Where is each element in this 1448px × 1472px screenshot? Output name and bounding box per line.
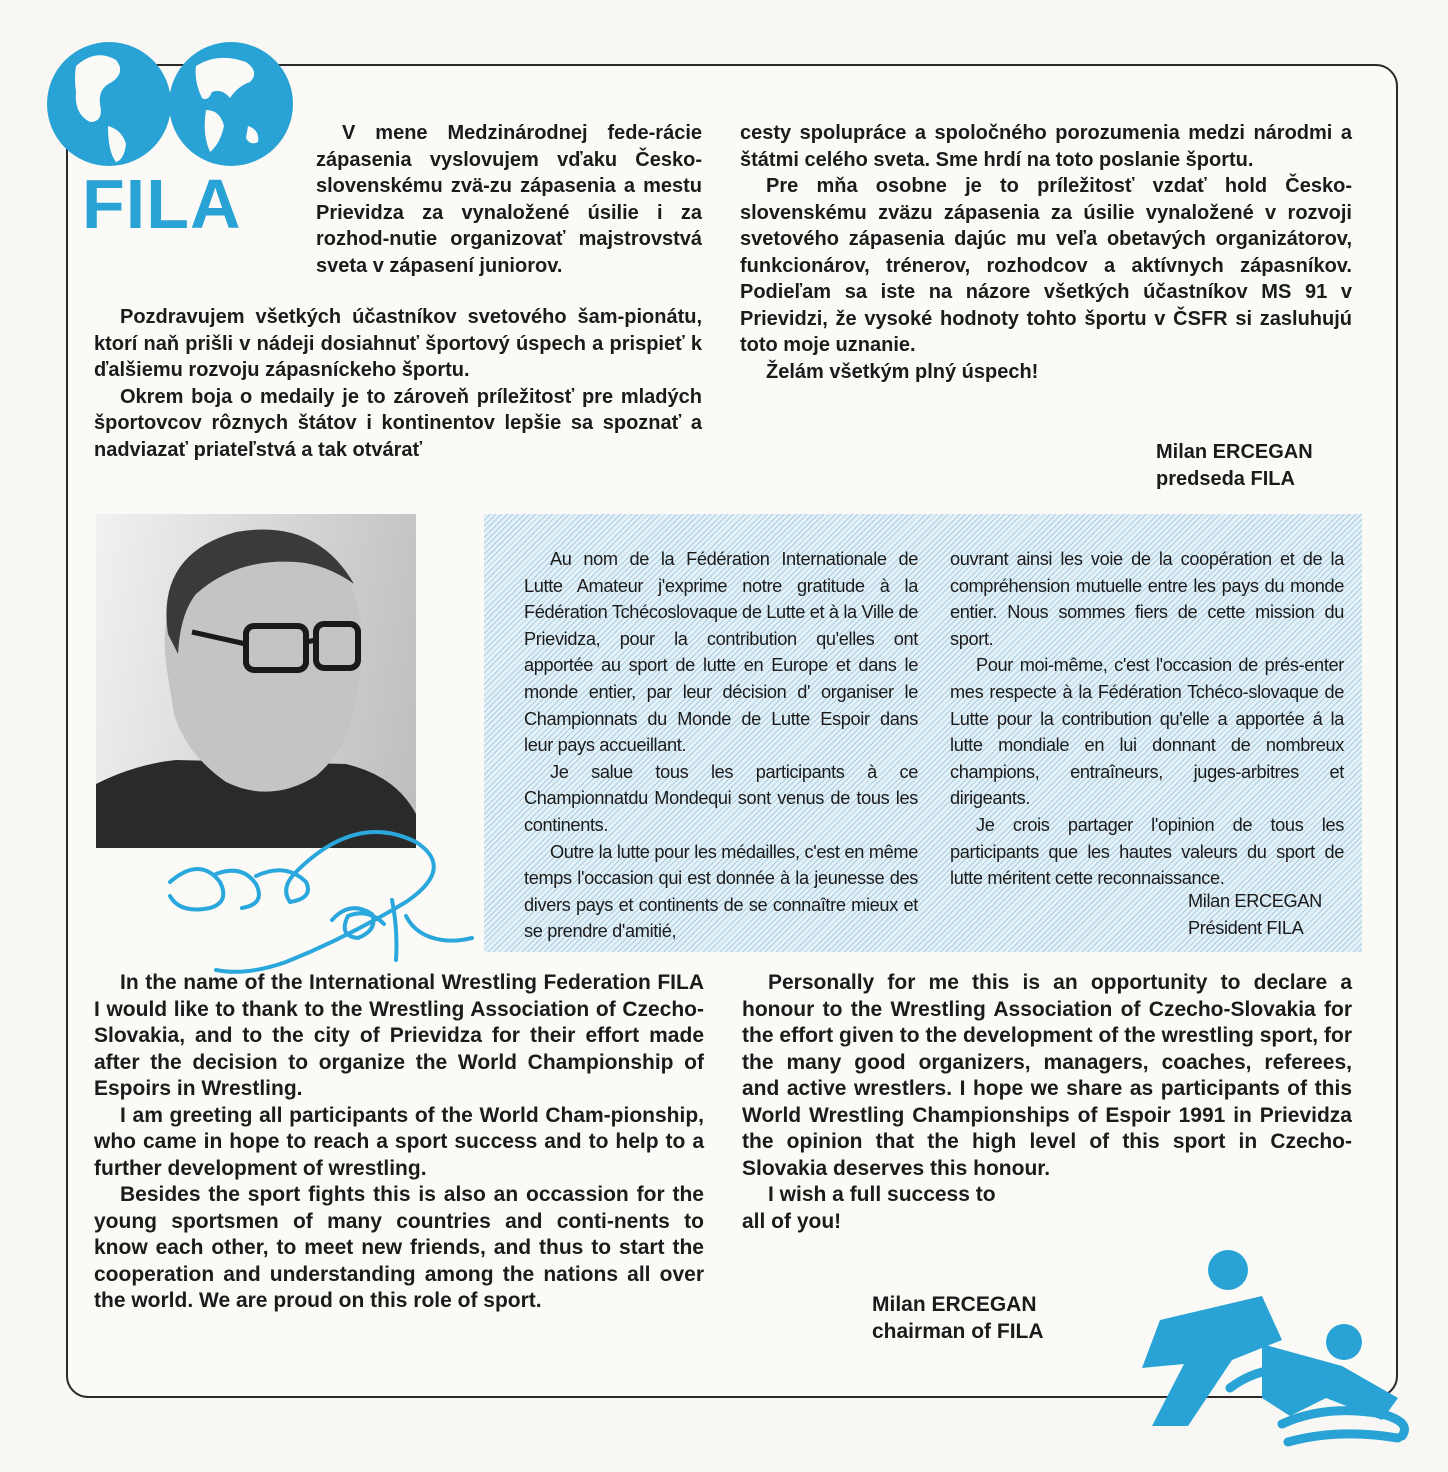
french-para-1: Au nom de la Fédération Internationale de Lutte Amateur j'exprime notre gratitude à la Fédération Tchécoslovaque de Lutte et à la Ville de Prievidza, pour la contribution qu'elles ont apportée au sport de lutte en Europe et dans le monde entier, par leur décision d' organiser le Championnats du Monde de Lutte Espoir dans leur pays accueillant. bbox=[524, 549, 919, 756]
slovak-sig-name: Milan ERCEGAN bbox=[1156, 441, 1313, 463]
english-col1 bbox=[94, 970, 704, 1315]
french-para-4: ouvrant ainsi les voie de la coopération et de la compréhension mutuelle entre les pays du monde entier. Nous sommes fiers de cette mission du sport. bbox=[950, 549, 1344, 649]
french-sig-name: Milan ERCEGAN bbox=[1188, 891, 1322, 911]
slovak-para-5: Pre mňa osobne je to príležitosť vzdať hold Česko-slovenskému zväzu zápasenia za úsilie vynaložené v rozvoji svetového zápasenia dajúc mu veľa obetavých organizátorov, funkcionárov, trénerov, rozhodcov a aktívnych zápasníkov. Podieľam sa iste na názore všetkých účastníkov MS 91 v Prievidzi, že vysoké hodnoty tohto športu v ČSFR si zasluhujú toto moje uznanie. bbox=[740, 175, 1352, 356]
slovak-col2 bbox=[740, 120, 1352, 385]
french-col2 bbox=[950, 546, 1344, 892]
fila-logo-text: FILA bbox=[82, 165, 242, 236]
globe-icon bbox=[47, 42, 293, 166]
english-wish-line2: all of you! bbox=[742, 1209, 842, 1233]
slovak-para-1: V mene Medzinárodnej fede-rácie zápasenia vyslovujem vďaku Česko-slovenskému zvä-zu zápasenia a mestu Prievidza za vynaložené úsilie i za rozhod-nutie organizovať majstrovstvá sveta v zápasení juniorov. bbox=[316, 122, 702, 277]
slovak-col1-top bbox=[316, 120, 702, 279]
slovak-sig-title: predseda FILA bbox=[1156, 467, 1295, 490]
slovak-para-3: Okrem boja o medaily je to zároveň príležitosť pre mladých športovcov rôznych štátov i kontinentov lepšie sa spoznať a nadviazať priateľstvá a tak otvárať bbox=[94, 385, 702, 461]
english-sig-name: Milan ERCEGAN bbox=[872, 1293, 1037, 1316]
english-para-3: Besides the sport fights this is also an occassion for the young sportsmen of many countries and conti-nents to know each other, to meet new friends, and thus to start the cooperation and understanding among the nations all over the world. We are proud on this role of sport. bbox=[94, 1183, 704, 1312]
slovak-col1-bottom bbox=[94, 304, 702, 463]
french-signature bbox=[1188, 888, 1358, 941]
french-sig-title: Président FILA bbox=[1188, 917, 1304, 938]
english-wish-line1: I wish a full success to bbox=[768, 1183, 996, 1206]
english-signature bbox=[872, 1292, 1112, 1345]
english-col2 bbox=[742, 970, 1352, 1235]
portrait-figure bbox=[96, 514, 416, 848]
slovak-signature bbox=[1156, 439, 1356, 492]
slovak-para-4: cesty spolupráce a spoločného porozumenia medzi národmi a štátmi celého sveta. Sme hrdí na toto poslanie športu. bbox=[740, 122, 1352, 171]
english-para-1: In the name of the International Wrestling Federation FILA I would like to thank to the Wrestling Association of Czecho-Slovakia, and to the city of Prievidza for their effort made after the decision to organize the World Championship of Espoirs in Wrestling. bbox=[94, 971, 704, 1100]
french-para-6: Je crois partager l'opinion de tous les participants que les hautes valeurs du sport de lutte méritent cette reconnaissance. bbox=[950, 814, 1344, 889]
signature bbox=[156, 820, 476, 980]
english-para-2: I am greeting all participants of the World Cham-pionship, who came in hope to reach a sport success and to help to a further development of wrestling. bbox=[94, 1103, 704, 1180]
slovak-para-2: Pozdravujem všetkých účastníkov svetového šam-pionátu, ktorí naň prišli v nádeji dosiahnuť športový úspech a prispieť k ďalšiemu rozvoju zápasníckeho športu. bbox=[94, 306, 702, 381]
french-col1 bbox=[524, 546, 918, 945]
english-sig-title: chairman of FILA bbox=[872, 1319, 1044, 1343]
fila-logo bbox=[36, 26, 306, 236]
french-para-3: Outre la lutte pour les médailles, c'est en même temps l'occasion qui est donnée à la jeunesse des divers pays et continents de se connaître mieux et se prendre d'amitié, bbox=[524, 841, 918, 942]
wrestlers-pictogram bbox=[1112, 1248, 1422, 1454]
english-para-4: Personally for me this is an opportunity to declare a honour to the Wrestling Association of Czecho-Slovakia for the effort given to the development of the wrestling sport, for the many good organizers, managers, coaches, referees, and active wrestlers. I hope we share as participants of this World Wrestling Championships of Espoir 1991 in Prievidza the opinion that the high level of this sport in Czecho-Slovakia deserves this honour. bbox=[742, 971, 1352, 1180]
portrait-photo bbox=[96, 514, 416, 848]
french-para-5: Pour moi-même, c'est l'occasion de prés-enter mes respecte à la Fédération Tchéco-slovaque de Lutte pour la contribution qu'elle a apportée á la lutte mondiale en lui donnant de nombreux champions, entraîneurs, juges-arbitres et dirigeants. bbox=[950, 655, 1344, 809]
slovak-para-6: Želám všetkým plný úspech! bbox=[766, 360, 1039, 383]
french-para-2: Je salue tous les participants à ce Championnatdu Mondequi sont venus de tous les continents. bbox=[524, 761, 918, 835]
